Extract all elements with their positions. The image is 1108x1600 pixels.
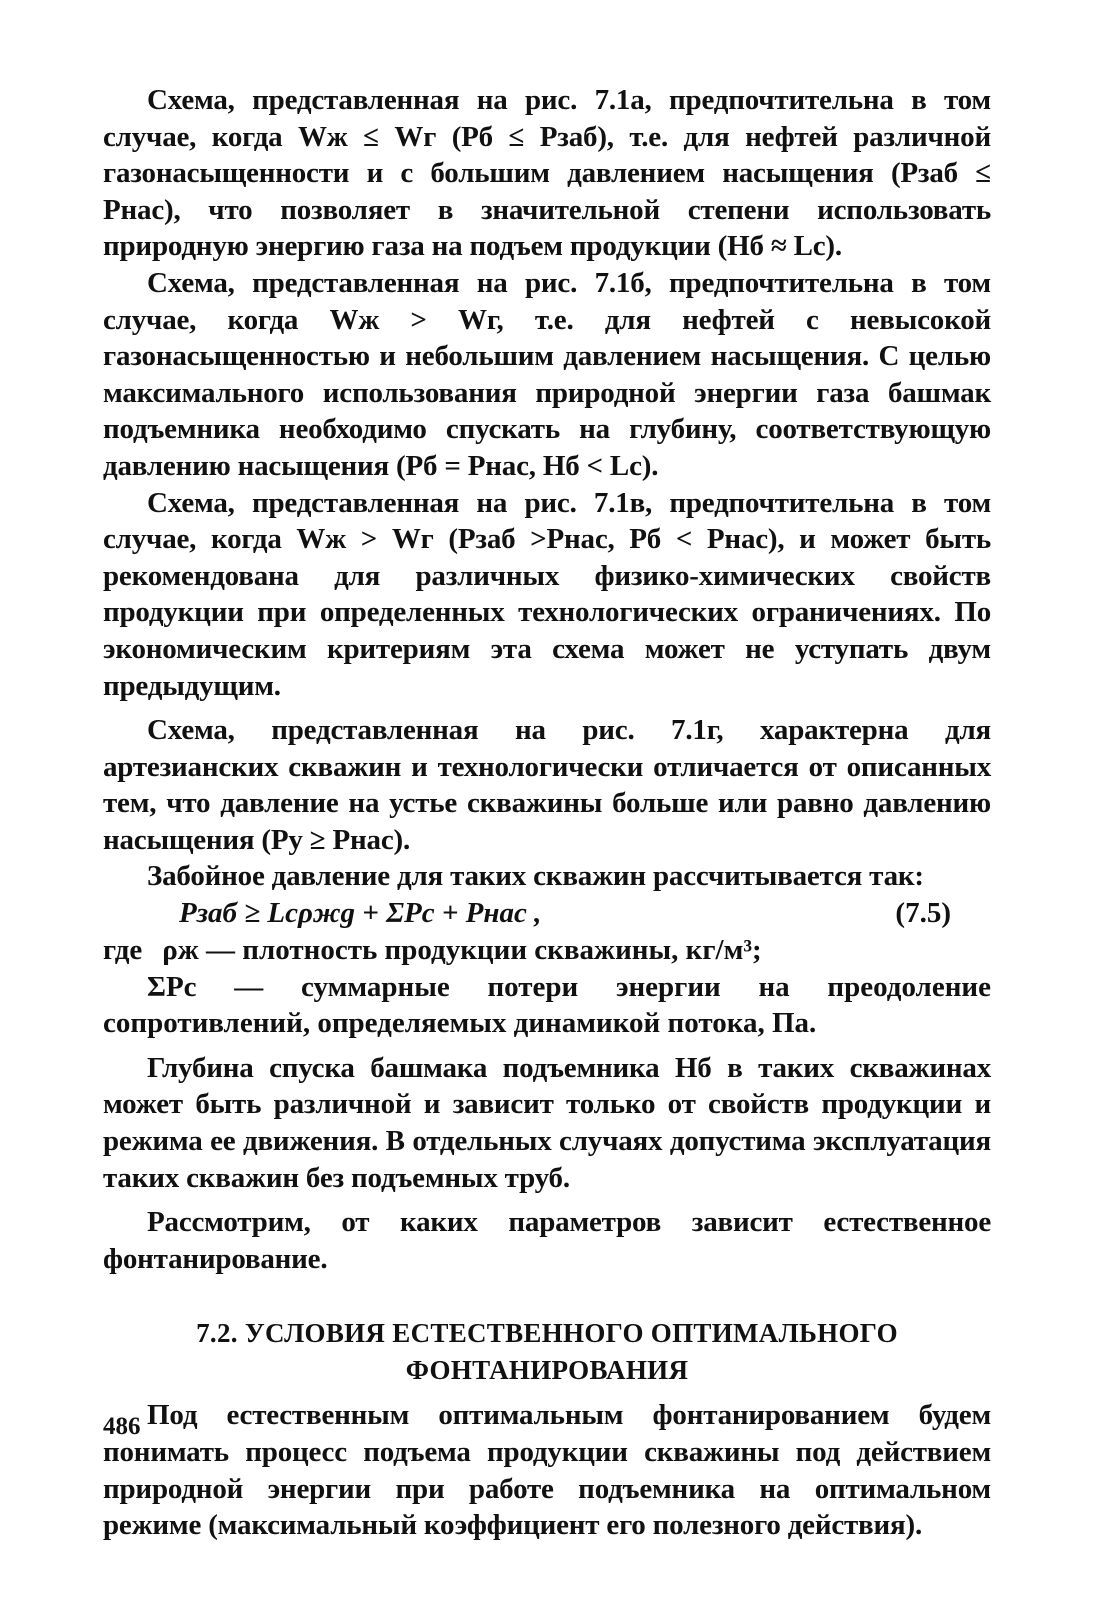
paragraph-scheme-a: Схема, представленная на рис. 7.1а, предпочтительна в том случае, когда Wж ≤ Wг (Pб ≤ Pзаб), т.е. для нефтей различной газонасыщенности и с большим давлением насыщения (Pзаб ≤ Pнас), что позволяет в значительной степени использовать природную энергию газа на подъем продукции (Hб ≈ Lс). xyxy=(103,84,991,263)
page-number: 486 xyxy=(103,1413,141,1440)
paragraph-scheme-d: Схема, представленная на рис. 7.1г, характерна для артезианских скважин и технологически отличается от описанных тем, что давление на устье скважины больше или равно давлению насыщения (Pу ≥ Pнас). xyxy=(103,714,991,856)
section-heading-line1: 7.2. УСЛОВИЯ ЕСТЕСТВЕННОГО ОПТИМАЛЬНОГО xyxy=(196,1318,898,1349)
paragraph-shoe-depth: Глубина спуска башмака подъемника Hб в таких скважинах может быть различной и зависит только от свойств продукции и режима ее движения. В отдельных случаях допустима эксплуатация таких скважин без подъемных труб. xyxy=(103,1051,991,1194)
page-body xyxy=(103,82,991,1544)
paragraph-scheme-b: Схема, представленная на рис. 7.1б, предпочтительна в том случае, когда Wж > Wг, т.е. для нефтей с невысокой газонасыщенностью и небольшим давлением насыщения. С целью максимального использования природной энергии газа башмак подъемника необходимо спускать на глубину, соответствующую давлению насыщения (Pб = Pнас, Hб < Lс). xyxy=(103,266,991,482)
where-density-definition: ρж — плотность продукции скважины, кг/м³; xyxy=(162,934,762,967)
formula-expression: Pзаб ≥ Lсρжg + ΣPс + Pнас , xyxy=(179,897,542,930)
section-heading xyxy=(103,1315,991,1389)
paragraph-bottomhole-pressure: Забойное давление для таких скважин рассчитывается так: xyxy=(147,860,924,893)
where-line-losses: ΣPс — суммарные потери энергии на преодоление сопротивлений, определяемых динамикой потока, Па. xyxy=(103,970,991,1040)
paragraph-scheme-c: Схема, представленная на рис. 7.1в, предпочтительна в том случае, когда Wж > Wг (Pзаб >Pнас, Pб < Pнас), и может быть рекомендована для различных физико-химических свойств продукции при определенных технологических ограничениях. По экономическим критериям эта схема может не уступать двум предыдущим. xyxy=(103,486,991,702)
paragraph-natural-flowing: Под естественным оптимальным фонтанированием будем понимать процесс подъема продукции скважины под действием природной энергии при работе подъемника на оптимальном режиме (максимальный коэффициент его полезного действия). xyxy=(103,1399,991,1542)
where-word: где xyxy=(103,934,143,967)
paragraph-consider: Рассмотрим, от каких параметров зависит естественное фонтанирование. xyxy=(103,1206,991,1275)
where-line-density xyxy=(103,932,991,969)
section-heading-line2: ФОНТАНИРОВАНИЯ xyxy=(405,1355,689,1386)
formula-number: (7.5) xyxy=(895,897,951,930)
formula-7-5 xyxy=(103,895,991,932)
